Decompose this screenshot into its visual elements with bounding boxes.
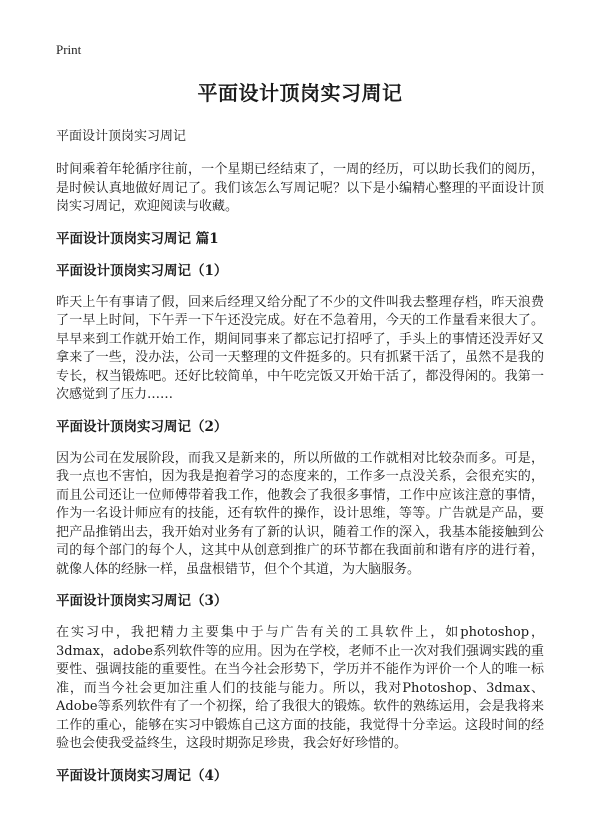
journal-section-2 bbox=[56, 418, 544, 580]
section-body: 因为公司在发展阶段，而我又是新来的，所以所做的工作就相对比较杂而多。可是，我一点也不害怕，因为我是抱着学习的态度来的，工作多一点没关系，会很充实的，而且公司还让一位师傅带着我工作，他教会了我很多事情，工作中应该注意的事情，作为一名设计师应有的技能，还有软件的操作，设计思维，等等。广告就是产品，要把产品推销出去，我开始对业务有了新的认识，随着工作的深入，我基本能接触到公司的每个部门的每个人，这其中从创意到推广的环节都在我面前和谐有序的进行着，就像人体的经脉一样，虽盘根错节，但个个其道，为大脑服务。 bbox=[56, 450, 544, 577]
page-title: 平面设计顶岗实习周记 bbox=[197, 81, 403, 105]
print-link[interactable]: Print bbox=[56, 42, 82, 57]
section-heading: 平面设计顶岗实习周记（3） bbox=[56, 593, 228, 609]
section-heading: 平面设计顶岗实习周记（2） bbox=[56, 418, 228, 435]
part-heading: 平面设计顶岗实习周记 篇1 bbox=[56, 230, 219, 247]
section-body: 昨天上午有事请了假，回来后经理又给分配了不少的文件叫我去整理存档，昨天浪费了一早上时间，下午弄一下午还没完成。好在不急着用，今天的工作量看来很大了。早早来到工作就开始工作，期间同事来了都忘记打招呼了，手头上的事情还没弄好又拿来了一些，没办法，公司一天整理的文件挺多的。只有抓紧干活了，虽然不是我的专长，权当锻炼吧。还好比较简单，中午吃完饭又开始干活了，都没得闲的。我第一次感觉到了压力…… bbox=[56, 294, 544, 402]
section-heading: 平面设计顶岗实习周记（1） bbox=[56, 262, 228, 279]
section-heading: 平面设计顶岗实习周记（4） bbox=[56, 767, 228, 784]
section-body: 在实习中，我把精力主要集中于与广告有关的工具软件上，如photoshop，3dmax，adobe系列软件等的应用。因为在学校，老师不止一次对我们强调实践的重要性、强调技能的重要性。在当今社会形势下，学历并不能作为评价一个人的唯一标准，而当今社会更加注重人们的技能与能力。所以，我对Photoshop、3dmax、Adobe等系列软件有了一个初探，给了我很大的锻炼。软件的熟练运用，会是我将来工作的重心，能够在实习中锻炼自己这方面的技能，我觉得十分幸运。这段时间的经验也会使我受益终生，这段时期弥足珍贵，我会好好珍惜的。 bbox=[56, 625, 544, 751]
journal-section-1 bbox=[56, 262, 544, 405]
intro-paragraph: 时间乘着年轮循序往前，一个星期已经结束了，一周的经历，可以助长我们的阅历，是时候认真地做好周记了。我们该怎么写周记呢？以下是小编精心整理的平面设计顶岗实习周记，欢迎阅读与收藏。 bbox=[56, 162, 544, 214]
journal-section-3 bbox=[56, 592, 544, 754]
document-subtitle: 平面设计顶岗实习周记 bbox=[56, 129, 187, 144]
journal-section-4 bbox=[56, 767, 544, 785]
